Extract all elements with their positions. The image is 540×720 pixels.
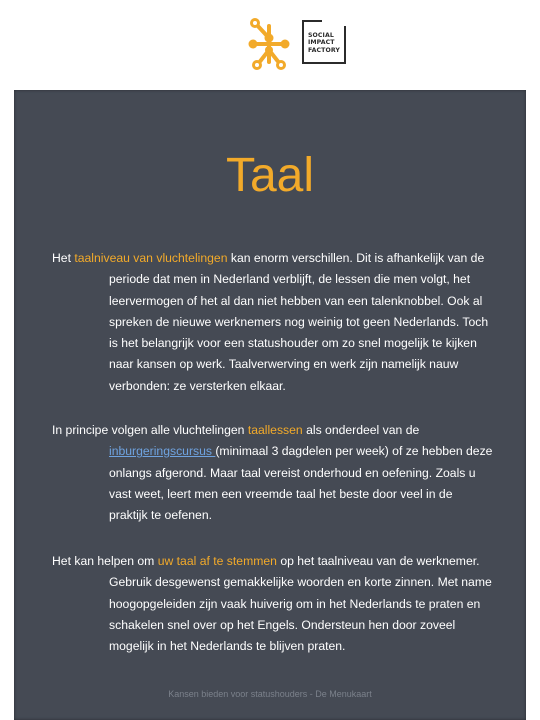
- paragraph-language-lessons: [52, 420, 492, 526]
- text-line: [52, 248, 492, 269]
- page-footer: Kansen bieden voor statushouders - De Menukaart: [168, 689, 372, 699]
- logo-line-3: FACTORY: [308, 46, 340, 54]
- text-segment: Het kan helpen om: [52, 554, 158, 568]
- text-segment: als onderdeel van de: [302, 423, 420, 437]
- text-line: is het belangrijk voor een statushouder om zo snel mogelijk te kijken: [109, 336, 477, 351]
- text-line: verbonden: ze versterken elkaar.: [109, 378, 286, 393]
- text-line: spreken de nieuwe werknemers nog weinig tot geen Nederlands. Toch: [109, 314, 489, 329]
- text-line: mogelijk in het Nederlands te blijven praten.: [109, 639, 346, 654]
- text-line: hoogopgeleiden zijn vaak huiverig om in het Nederlands te praten en: [109, 596, 481, 611]
- logo-factory-roof: [322, 18, 348, 26]
- page-title: Taal: [225, 149, 315, 202]
- text-line: schakelen snel over op het Engels. Ondersteun hen door zoveel: [109, 617, 456, 632]
- text-segment: In principe volgen alle vluchtelingen: [52, 423, 248, 437]
- text-segment: (minimaal 3 dagdelen per week) of ze hebben deze: [215, 444, 493, 459]
- text-line: leervermogen of het al dan niet hebben van een talenknobbel. Ook al: [109, 293, 483, 308]
- logo-line-2: IMPACT: [308, 39, 335, 47]
- text-line: praktijk te oefenen.: [109, 508, 212, 523]
- text-line: [52, 420, 492, 441]
- highlight-term: uw taal af te stemmen: [157, 554, 277, 568]
- paragraph-language-level: [52, 248, 492, 397]
- highlight-term: taalniveau van vluchtelingen: [74, 251, 228, 265]
- text-line: [52, 441, 492, 462]
- text-line: vast weet, leert men een vreemde taal het beste door veel in de: [109, 486, 453, 501]
- text-line: [52, 551, 492, 572]
- paragraph-adjust-language: [52, 551, 492, 657]
- logo-text: [308, 32, 348, 54]
- logo-line-1: SOCIAL: [308, 32, 334, 39]
- text-segment: kan enorm verschillen. Dit is afhankelijk van de: [227, 251, 485, 265]
- text-segment: op het taalniveau van de werknemer.: [276, 554, 480, 568]
- header: [0, 0, 540, 86]
- highlight-term: taallessen: [247, 423, 303, 437]
- text-line: Gebruik desgewenst gemakkelijke woorden en korte zinnen. Met name: [109, 575, 492, 590]
- social-impact-factory-logo: [302, 20, 348, 66]
- molecule-icon: [248, 16, 290, 72]
- text-line: periode dat men in Nederland verblijft, de lessen die men volgt, het: [109, 272, 471, 287]
- text-line: naar kansen op werk. Taalverwerving en werk zijn namelijk nauw: [109, 357, 459, 372]
- inburgeringscursus-link[interactable]: inburgeringscursus: [109, 444, 216, 459]
- text-segment: Het: [52, 251, 75, 265]
- text-line: onlangs afgerond. Maar taal vereist onderhoud en oefening. Zoals u: [109, 465, 476, 480]
